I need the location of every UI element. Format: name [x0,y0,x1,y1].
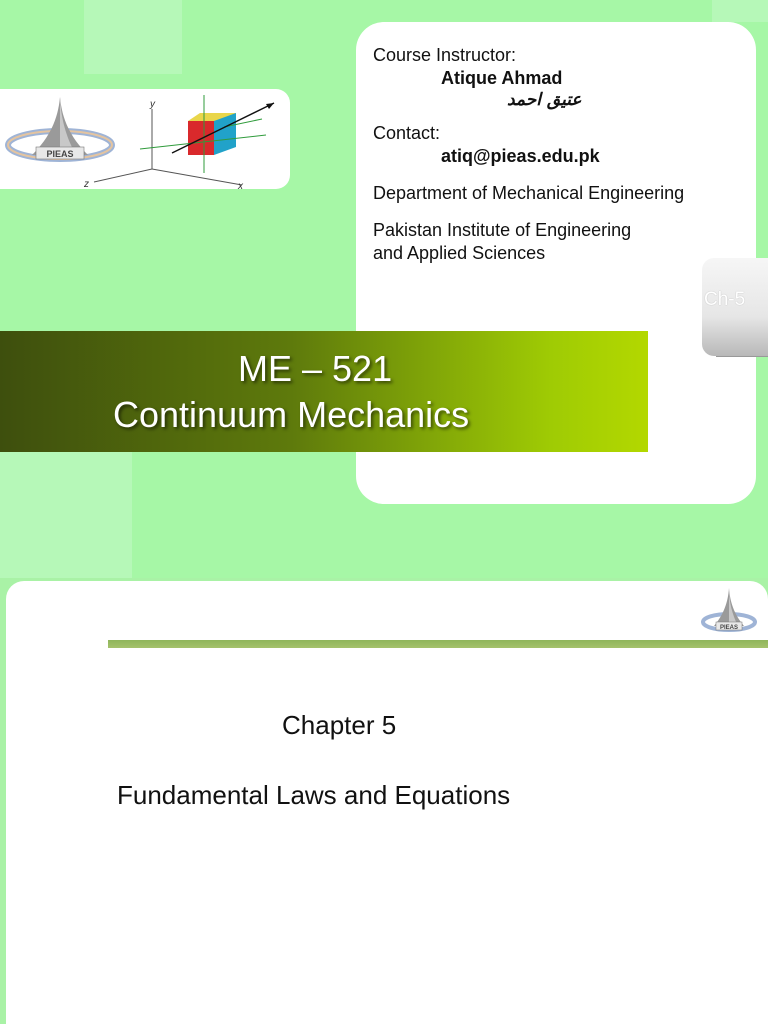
background-block [84,0,182,74]
z-axis-label: z [84,179,89,189]
chapter-tab-label: Ch-5 [704,289,746,310]
x-axis-label: x [238,181,243,189]
pieas-logo-diagram [0,89,290,189]
chapter-tab-underline [716,356,768,357]
instructor-label: Course Instructor: [373,45,517,65]
cube-front-face [188,121,214,155]
header-divider [108,640,768,648]
z-axis [94,169,152,182]
arrow-head [266,103,274,109]
y-axis-label: y [150,99,155,110]
instructor-name: Atique Ahmad [441,68,563,88]
x-axis [152,169,242,185]
instructor-info [373,44,753,265]
course-code: ME – 521 [238,348,393,389]
pieas-logo-small [698,586,760,638]
chapter-heading: Chapter 5 [282,710,397,740]
instructor-name-urdu: عتیق احمد [507,90,582,110]
department: Department of Mechanical Engineering [373,183,685,203]
contact-label: Contact: [373,123,441,143]
logo-caption: PIEAS [46,149,74,159]
institute-line-2: and Applied Sciences [373,243,546,263]
course-name: Continuum Mechanics [113,394,470,435]
background-block [712,0,768,22]
contact-email[interactable]: atiq@pieas.edu.pk [441,146,600,166]
background-block [0,452,132,578]
logo-card [0,89,290,189]
institute-line-1: Pakistan Institute of Engineering [373,220,632,240]
chapter-subtitle: Fundamental Laws and Equations [117,780,511,810]
small-logo-caption: PIEAS [719,625,739,631]
course-title [0,346,648,438]
